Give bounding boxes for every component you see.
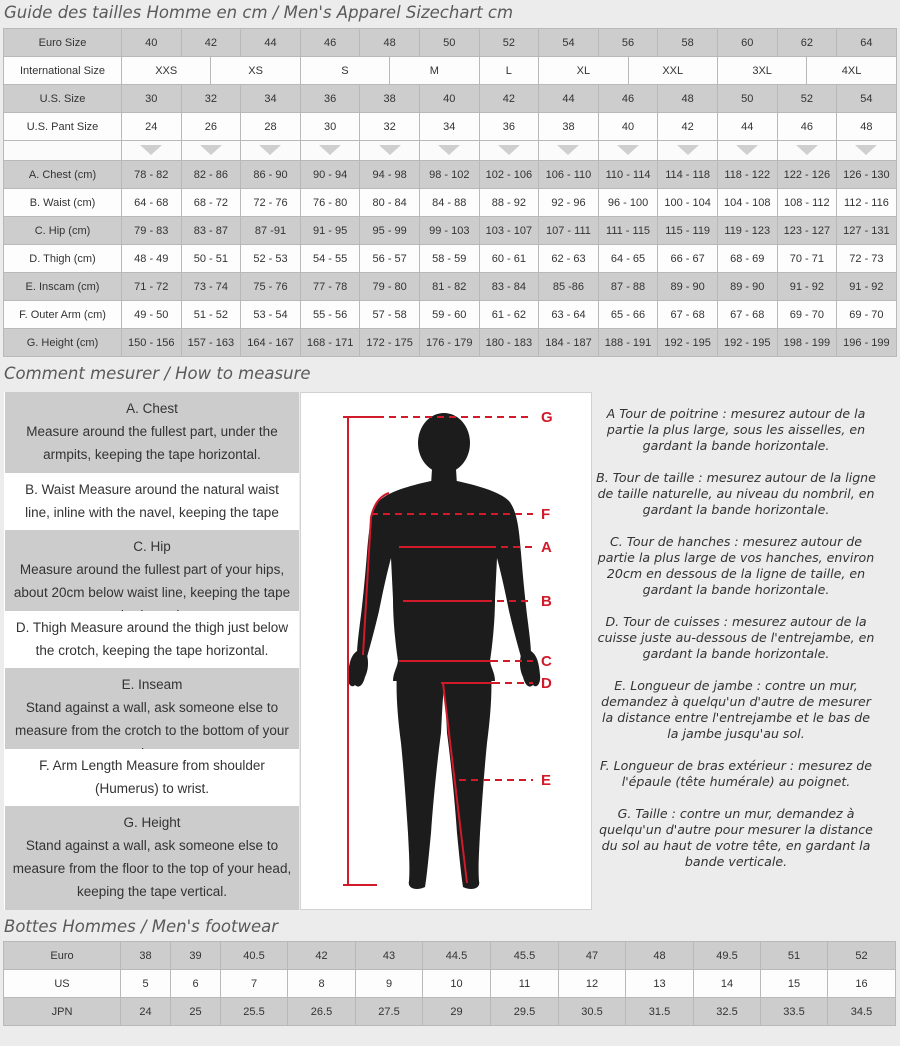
measure-row-cell: 84 - 88 (419, 189, 479, 217)
footwear-cell: 40.5 (221, 942, 288, 970)
down-arrow-icon (557, 145, 579, 155)
us-pant-size-row-cell: 34 (419, 113, 479, 141)
measure-row-cell: 89 - 90 (717, 273, 777, 301)
instruction-item (5, 749, 299, 806)
us-pant-size-row (4, 113, 897, 141)
footwear-size-table (3, 941, 896, 1026)
us-size-row-cell: 50 (717, 85, 777, 113)
measure-row-cell: 150 - 156 (122, 329, 182, 357)
measure-row-cell: 176 - 179 (419, 329, 479, 357)
how-to-title: Comment mesurer / How to measure (4, 364, 311, 383)
footwear-cell: 13 (626, 970, 694, 998)
label-g: G (541, 409, 553, 426)
footwear-row (4, 998, 896, 1026)
measure-row-cell: 61 - 62 (479, 301, 539, 329)
euro-size-row-cell: 56 (598, 29, 658, 57)
french-instructions (595, 406, 877, 886)
intl-size-cell: M (390, 57, 479, 85)
instruction-text: Measure around the fullest part, under the armpits, keeping the tape horizontal. (26, 424, 278, 462)
us-size-row-cell: 46 (598, 85, 658, 113)
measure-row-cell: 66 - 67 (658, 245, 718, 273)
measure-row-cell: 69 - 70 (777, 301, 837, 329)
footwear-cell: 12 (559, 970, 626, 998)
measure-row-cell: 119 - 123 (717, 217, 777, 245)
footwear-cell: 29 (423, 998, 491, 1026)
footwear-cell: 9 (356, 970, 423, 998)
instruction-item (5, 668, 299, 749)
measure-row-cell: 72 - 73 (837, 245, 897, 273)
measure-row (4, 217, 897, 245)
euro-size-row-cell: 58 (658, 29, 718, 57)
arrow-cell (777, 141, 837, 161)
fr-thigh: D. Tour de cuisses : mesurez autour de la cuisse juste au-dessous de l'entrejambe, en gardant la bande horizontale. (597, 614, 875, 661)
instruction-item (5, 473, 299, 530)
us-size-row-cell: 38 (360, 85, 420, 113)
footwear-cell: 47 (559, 942, 626, 970)
measure-row-cell: 122 - 126 (777, 161, 837, 189)
measure-row-cell: 103 - 107 (479, 217, 539, 245)
measure-row-cell: 50 - 51 (181, 245, 241, 273)
us-size-row-label: U.S. Size (4, 85, 122, 113)
measure-row-cell: 62 - 63 (539, 245, 599, 273)
measure-row-cell: 51 - 52 (181, 301, 241, 329)
measure-row-label: G. Height (cm) (4, 329, 122, 357)
measure-row-cell: 111 - 115 (598, 217, 658, 245)
measure-row-cell: 192 - 195 (658, 329, 718, 357)
intl-size-cell: XL (539, 57, 628, 85)
fr-waist: B. Tour de taille : mesurez autour de la ligne de taille naturelle, au niveau du nombril, en gardant la bande horizontale. (596, 470, 876, 517)
measure-row-label: A. Chest (cm) (4, 161, 122, 189)
measure-row-cell: 55 - 56 (300, 301, 360, 329)
footwear-cell: 8 (288, 970, 356, 998)
measure-row-cell: 80 - 84 (360, 189, 420, 217)
measure-row-cell: 65 - 66 (598, 301, 658, 329)
measure-row-cell: 180 - 183 (479, 329, 539, 357)
measure-row-cell: 91 - 92 (777, 273, 837, 301)
measure-row (4, 161, 897, 189)
euro-size-row-cell: 50 (419, 29, 479, 57)
measure-row (4, 273, 897, 301)
instruction-item (5, 806, 299, 910)
measure-row-cell: 114 - 118 (658, 161, 718, 189)
measure-row-cell: 83 - 87 (181, 217, 241, 245)
us-size-row-cell: 42 (479, 85, 539, 113)
us-size-row (4, 85, 897, 113)
footwear-cell: 30.5 (559, 998, 626, 1026)
measure-row-cell: 67 - 68 (717, 301, 777, 329)
euro-size-row-cell: 54 (539, 29, 599, 57)
down-arrow-icon (796, 145, 818, 155)
footwear-cell: 39 (171, 942, 221, 970)
arrow-cell (122, 141, 182, 161)
measure-row-cell: 123 - 127 (777, 217, 837, 245)
measure-row-cell: 86 - 90 (241, 161, 301, 189)
fr-height: G. Taille : contre un mur, demandez à quelqu'un d'autre pour mesurer la distance du sol au haut de votre tête, en gardant la bande verticale. (599, 806, 873, 869)
measure-row-cell: 58 - 59 (419, 245, 479, 273)
measure-row-label: D. Thigh (cm) (4, 245, 122, 273)
us-pant-size-row-cell: 42 (658, 113, 718, 141)
measure-row-cell: 108 - 112 (777, 189, 837, 217)
label-c: C (541, 653, 552, 670)
measure-row-label: E. Inscam (cm) (4, 273, 122, 301)
measure-row-cell: 168 - 171 (300, 329, 360, 357)
measure-row-cell: 79 - 83 (122, 217, 182, 245)
us-pant-size-row-cell: 30 (300, 113, 360, 141)
euro-size-row-cell: 42 (181, 29, 241, 57)
footwear-cell: 27.5 (356, 998, 423, 1026)
measure-row-cell: 76 - 80 (300, 189, 360, 217)
footwear-cell: 33.5 (761, 998, 828, 1026)
measure-row-cell: 56 - 57 (360, 245, 420, 273)
footwear-cell: 48 (626, 942, 694, 970)
measure-row-cell: 91 - 95 (300, 217, 360, 245)
arrow-cell (479, 141, 539, 161)
measure-row-cell: 53 - 54 (241, 301, 301, 329)
down-arrow-icon (200, 145, 222, 155)
euro-size-row (4, 29, 897, 57)
measure-row-cell: 198 - 199 (777, 329, 837, 357)
instruction-text: F. Arm Length Measure from shoulder (Humerus) to wrist. (39, 758, 265, 796)
measure-row-cell: 126 - 130 (837, 161, 897, 189)
footwear-cell: 38 (121, 942, 171, 970)
footwear-cell: 49.5 (694, 942, 761, 970)
footwear-cell: 45.5 (491, 942, 559, 970)
instruction-item (5, 611, 299, 668)
footwear-cell: 10 (423, 970, 491, 998)
footwear-cell: 26.5 (288, 998, 356, 1026)
arrow-cell (539, 141, 599, 161)
measure-row-cell: 75 - 76 (241, 273, 301, 301)
intl-size-cell: S (300, 57, 389, 85)
measure-row-cell: 63 - 64 (539, 301, 599, 329)
measure-row-cell: 87 - 88 (598, 273, 658, 301)
measure-row-cell: 192 - 195 (717, 329, 777, 357)
measure-row-cell: 88 - 92 (479, 189, 539, 217)
euro-size-row-cell: 44 (241, 29, 301, 57)
measure-row (4, 245, 897, 273)
instruction-text: B. Waist Measure around the natural waist line, inline with the navel, keeping the tape (25, 482, 279, 520)
measure-row-cell: 54 - 55 (300, 245, 360, 273)
footwear-cell: 16 (828, 970, 896, 998)
measure-row-cell: 90 - 94 (300, 161, 360, 189)
measure-row (4, 329, 897, 357)
measure-row-cell: 184 - 187 (539, 329, 599, 357)
arrow-cell (598, 141, 658, 161)
fr-hip: C. Tour de hanches : mesurez autour de partie la plus large de vos hanches, environ 20cm en dessous de la ligne de taille, en gardant la bande horizontale. (597, 534, 875, 597)
label-f: F (541, 506, 551, 523)
footwear-row-label: Euro (4, 942, 121, 970)
down-arrow-icon (379, 145, 401, 155)
arrow-cell (717, 141, 777, 161)
instruction-text: D. Thigh Measure around the thigh just below the crotch, keeping the tape horizontal. (15, 620, 289, 658)
us-size-row-cell: 36 (300, 85, 360, 113)
measure-row-cell: 102 - 106 (479, 161, 539, 189)
us-pant-size-row-cell: 44 (717, 113, 777, 141)
down-arrow-icon (319, 145, 341, 155)
measure-row-cell: 89 - 90 (658, 273, 718, 301)
measure-row-label: B. Waist (cm) (4, 189, 122, 217)
us-pant-size-row-cell: 36 (479, 113, 539, 141)
arrow-cell (360, 141, 420, 161)
measure-row-cell: 60 - 61 (479, 245, 539, 273)
intl-size-cell: XXL (628, 57, 717, 85)
label-e: E (541, 772, 552, 789)
measure-row-cell: 92 - 96 (539, 189, 599, 217)
footwear-title: Bottes Hommes / Men's footwear (4, 917, 279, 936)
us-pant-size-row-cell: 46 (777, 113, 837, 141)
footwear-row (4, 942, 896, 970)
measure-row-cell: 112 - 116 (837, 189, 897, 217)
measure-row-cell: 104 - 108 (717, 189, 777, 217)
us-pant-size-row-cell: 48 (837, 113, 897, 141)
footwear-cell: 31.5 (626, 998, 694, 1026)
euro-size-row-cell: 52 (479, 29, 539, 57)
arrow-cell (181, 141, 241, 161)
measure-row-cell: 110 - 114 (598, 161, 658, 189)
apparel-size-table (3, 28, 897, 357)
measure-row-cell: 96 - 100 (598, 189, 658, 217)
measure-row-cell: 68 - 72 (181, 189, 241, 217)
footwear-cell: 34.5 (828, 998, 896, 1026)
body-silhouette-icon (348, 413, 540, 889)
us-pant-size-row-cell: 26 (181, 113, 241, 141)
footwear-cell: 25 (171, 998, 221, 1026)
measure-row-cell: 99 - 103 (419, 217, 479, 245)
us-size-row-cell: 30 (122, 85, 182, 113)
us-size-row-cell: 52 (777, 85, 837, 113)
us-size-row-cell: 48 (658, 85, 718, 113)
measure-row-cell: 172 - 175 (360, 329, 420, 357)
measure-row-cell: 91 - 92 (837, 273, 897, 301)
us-size-row-cell: 44 (539, 85, 599, 113)
down-arrow-icon (498, 145, 520, 155)
measure-row-cell: 70 - 71 (777, 245, 837, 273)
footwear-row-label: JPN (4, 998, 121, 1026)
euro-size-row-label: Euro Size (4, 29, 122, 57)
instruction-item (5, 530, 299, 611)
arrow-row (4, 141, 897, 161)
measure-row-cell: 164 - 167 (241, 329, 301, 357)
measure-row-cell: 78 - 82 (122, 161, 182, 189)
footwear-cell: 15 (761, 970, 828, 998)
euro-size-row-cell: 60 (717, 29, 777, 57)
footwear-cell: 25.5 (221, 998, 288, 1026)
measure-row-cell: 85 -86 (539, 273, 599, 301)
measure-row-cell: 81 - 82 (419, 273, 479, 301)
euro-size-row-cell: 40 (122, 29, 182, 57)
measure-row-cell: 157 - 163 (181, 329, 241, 357)
arrow-row-label (4, 141, 122, 161)
footwear-cell: 24 (121, 998, 171, 1026)
footwear-cell: 43 (356, 942, 423, 970)
us-size-row-cell: 54 (837, 85, 897, 113)
apparel-title: Guide des tailles Homme en cm / Men's Apparel Sizechart cm (4, 3, 514, 22)
label-b: B (541, 593, 552, 610)
down-arrow-icon (259, 145, 281, 155)
measure-row-cell: 64 - 65 (598, 245, 658, 273)
footwear-cell: 52 (828, 942, 896, 970)
measure-row (4, 301, 897, 329)
us-size-row-cell: 32 (181, 85, 241, 113)
measure-row-cell: 188 - 191 (598, 329, 658, 357)
footwear-cell: 44.5 (423, 942, 491, 970)
down-arrow-icon (438, 145, 460, 155)
measure-row-cell: 106 - 110 (539, 161, 599, 189)
instruction-text: Measure around the fullest part of your hips, about 20cm below waist line, keeping the tape (13, 562, 291, 600)
down-arrow-icon (140, 145, 162, 155)
intl-size-cell: 3XL (717, 57, 806, 85)
footwear-cell: 29.5 (491, 998, 559, 1026)
measure-row-cell: 83 - 84 (479, 273, 539, 301)
footwear-cell: 7 (221, 970, 288, 998)
footwear-cell: 14 (694, 970, 761, 998)
measure-row-cell: 79 - 80 (360, 273, 420, 301)
measure-row-cell: 98 - 102 (419, 161, 479, 189)
footwear-cell: 32.5 (694, 998, 761, 1026)
footwear-cell: 5 (121, 970, 171, 998)
label-d: D (541, 675, 552, 692)
arrow-cell (419, 141, 479, 161)
measure-row-cell: 87 -91 (241, 217, 301, 245)
measure-row-cell: 67 - 68 (658, 301, 718, 329)
euro-size-row-cell: 46 (300, 29, 360, 57)
measure-row-cell: 127 - 131 (837, 217, 897, 245)
footwear-cell: 11 (491, 970, 559, 998)
arrow-cell (837, 141, 897, 161)
intl-size-cell: XS (211, 57, 300, 85)
instruction-title: G. Height (123, 815, 181, 830)
instruction-title: C. Hip (133, 539, 171, 554)
measure-row-cell: 68 - 69 (717, 245, 777, 273)
footwear-cell: 42 (288, 942, 356, 970)
measure-instructions (4, 392, 299, 910)
instruction-text: Stand against a wall, ask someone else to measure from the crotch to the bottom of your (15, 700, 289, 738)
measure-row-cell: 196 - 199 (837, 329, 897, 357)
measure-row-label: F. Outer Arm (cm) (4, 301, 122, 329)
down-arrow-icon (736, 145, 758, 155)
fr-inseam: E. Longueur de jambe : contre un mur, demandez à quelqu'un d'autre de mesurer la distance entre l'entrejambe et le bas de la jambe jusqu'au sol. (601, 678, 871, 741)
measure-row-cell: 52 - 53 (241, 245, 301, 273)
down-arrow-icon (617, 145, 639, 155)
measure-row-cell: 82 - 86 (181, 161, 241, 189)
instruction-title: A. Chest (126, 401, 178, 416)
measure-row-cell: 115 - 119 (658, 217, 718, 245)
arrow-cell (658, 141, 718, 161)
instruction-text: Stand against a wall, ask someone else to measure from the floor to the top of your head, keeping the tape vertical. (12, 838, 292, 899)
instruction-item (5, 392, 299, 473)
us-pant-size-row-cell: 38 (539, 113, 599, 141)
footwear-cell: 51 (761, 942, 828, 970)
footwear-row (4, 970, 896, 998)
measure-row-cell: 73 - 74 (181, 273, 241, 301)
label-a: A (541, 539, 552, 556)
down-arrow-icon (677, 145, 699, 155)
arrow-cell (300, 141, 360, 161)
us-pant-size-row-cell: 32 (360, 113, 420, 141)
euro-size-row-cell: 62 (777, 29, 837, 57)
intl-size-cell: XXS (122, 57, 211, 85)
us-size-row-cell: 40 (419, 85, 479, 113)
instruction-title: E. Inseam (121, 677, 183, 692)
us-pant-size-row-cell: 40 (598, 113, 658, 141)
down-arrow-icon (855, 145, 877, 155)
footwear-cell: 6 (171, 970, 221, 998)
intl-size-row-label: International Size (4, 57, 122, 85)
footwear-row-label: US (4, 970, 121, 998)
measure-row-cell: 100 - 104 (658, 189, 718, 217)
measure-row-cell: 48 - 49 (122, 245, 182, 273)
us-pant-size-row-cell: 28 (241, 113, 301, 141)
us-pant-size-row-cell: 24 (122, 113, 182, 141)
measure-row-cell: 69 - 70 (837, 301, 897, 329)
body-measurement-figure (300, 392, 592, 910)
measure-row-cell: 95 - 99 (360, 217, 420, 245)
measure-row-cell: 77 - 78 (300, 273, 360, 301)
us-size-row-cell: 34 (241, 85, 301, 113)
measure-row-label: C. Hip (cm) (4, 217, 122, 245)
fr-arm: F. Longueur de bras extérieur : mesurez de l'épaule (tête humérale) au poignet. (600, 758, 872, 789)
measure-row-cell: 107 - 111 (539, 217, 599, 245)
measure-row-cell: 71 - 72 (122, 273, 182, 301)
measure-row-cell: 49 - 50 (122, 301, 182, 329)
silhouette-svg (301, 393, 591, 909)
measure-row (4, 189, 897, 217)
euro-size-row-cell: 64 (837, 29, 897, 57)
intl-size-cell: 4XL (807, 57, 896, 85)
intl-size-row (4, 57, 897, 85)
measure-row-cell: 94 - 98 (360, 161, 420, 189)
intl-size-cell: L (479, 57, 539, 85)
measure-row-cell: 64 - 68 (122, 189, 182, 217)
arrow-cell (241, 141, 301, 161)
measure-row-cell: 118 - 122 (717, 161, 777, 189)
us-pant-size-row-label: U.S. Pant Size (4, 113, 122, 141)
measure-row-cell: 72 - 76 (241, 189, 301, 217)
fr-chest: A Tour de poitrine : mesurez autour de la partie la plus large, sous les aisselles, en gardant la bande horizontale. (606, 406, 866, 453)
euro-size-row-cell: 48 (360, 29, 420, 57)
measure-row-cell: 59 - 60 (419, 301, 479, 329)
measure-row-cell: 57 - 58 (360, 301, 420, 329)
